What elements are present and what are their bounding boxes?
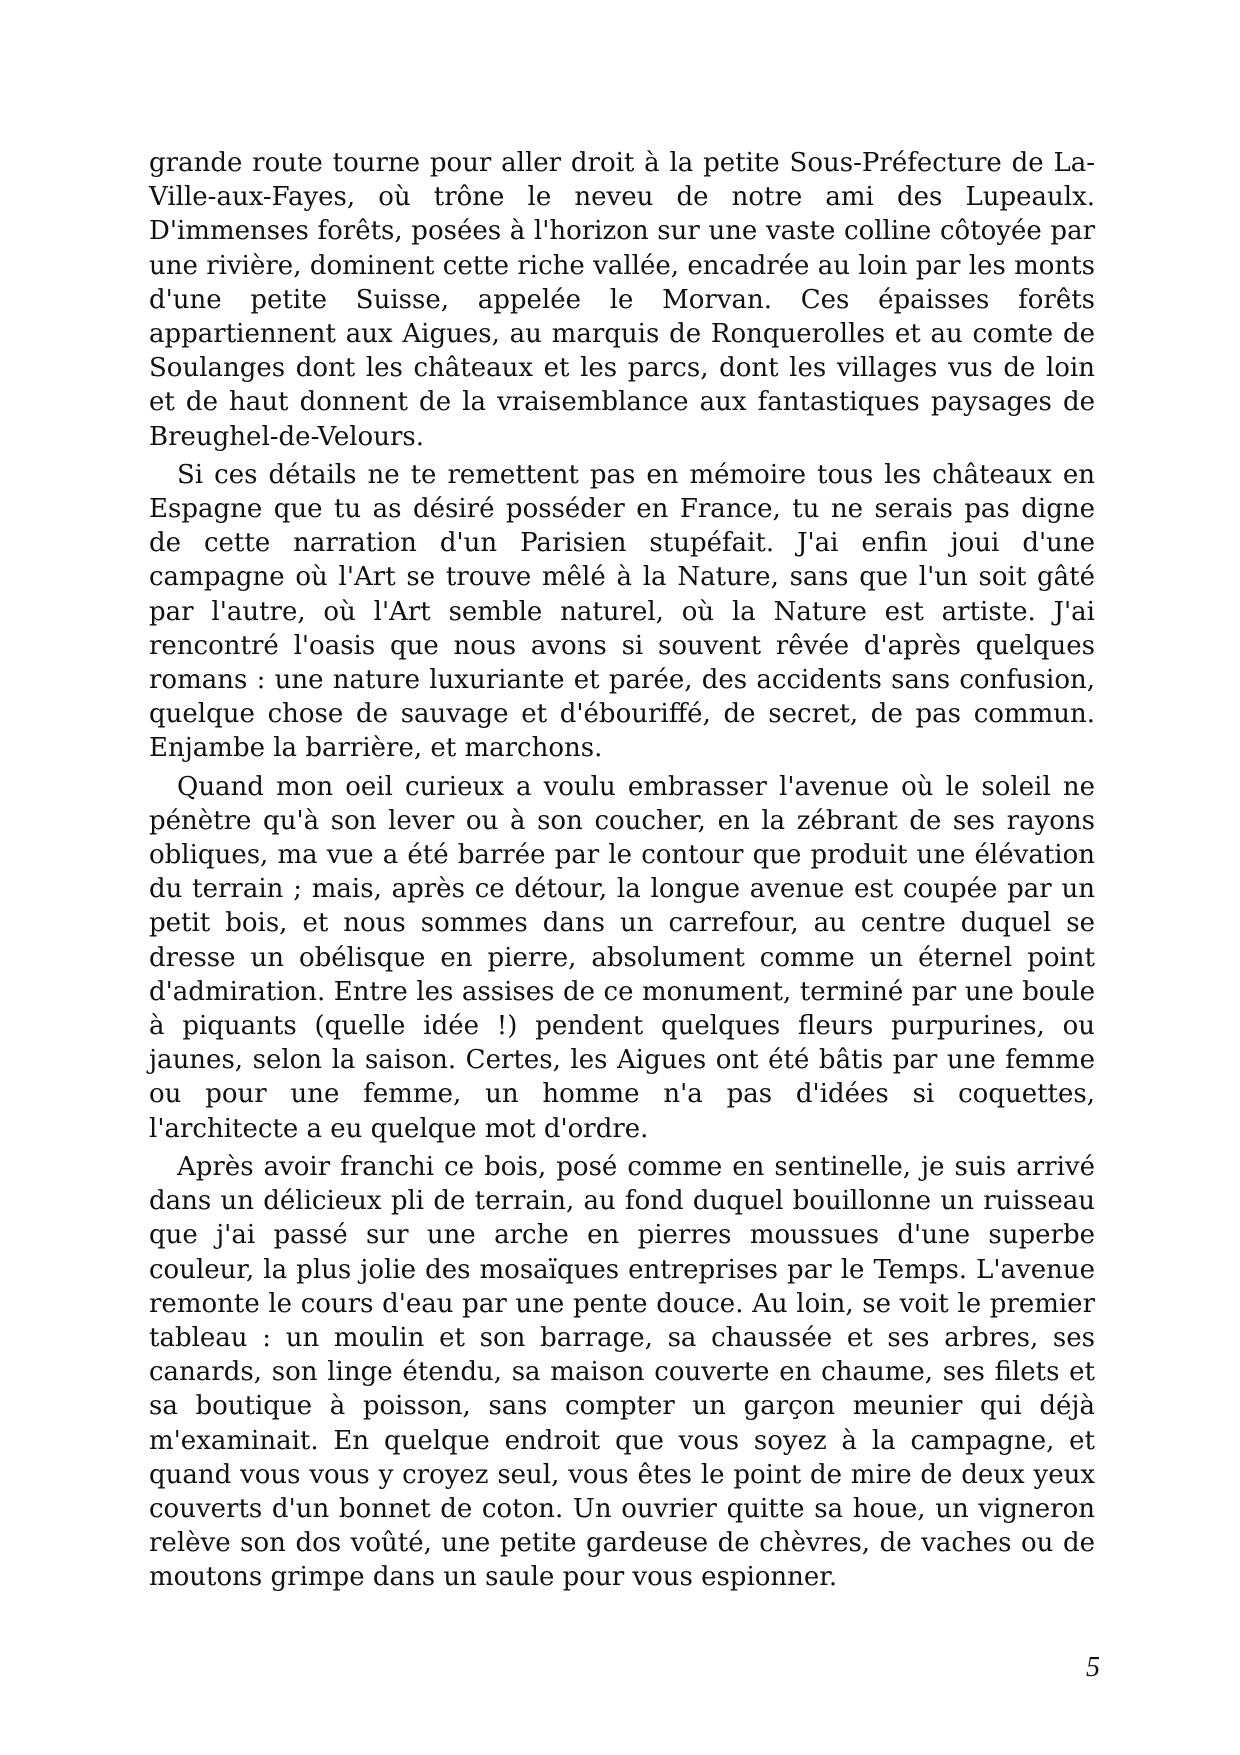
paragraph-4: Après avoir franchi ce bois, posé comme en sentinelle, je suis arrivé dans un délicieux pli de terrain, au fond duquel bouillonne un ruisseau que j'ai passé sur une arche en pierres moussues d'une superbe couleur, la plus jolie des mosaïques entreprises par le Temps. L'avenue remonte le cours d'eau par une pente douce. Au loin, se voit le premier tableau : un moulin et son barrage, sa chaussée et ses arbres, ses canards, son linge étendu, sa maison couverte en chaume, ses filets et sa boutique à poisson, sans compter un garçon meunier qui déjà m'examinait. En quelque endroit que vous soyez à la campagne, et quand vous vous y croyez seul, vous êtes le point de mire de deux yeux couverts d'un bonnet de coton. Un ouvrier quitte sa houe, un vigneron relève son dos voûté, une petite gardeuse de chèvres, de vaches ou de moutons grimpe dans un saule pour vous espionner. bbox=[149, 1151, 1095, 1593]
paragraph-3: Quand mon oeil curieux a voulu embrasser l'avenue où le soleil ne pénètre qu'à son lever ou à son coucher, en la zébrant de ses rayons obliques, ma vue a été barrée par le contour que produit une élévation du terrain ; mais, après ce détour, la longue avenue est coupée par un petit bois, et nous sommes dans un carrefour, au centre duquel se dresse un obélisque en pierre, absolument comme un éternel point d'admiration. Entre les assises de ce monument, terminé par une boule à piquants (quelle idée !) pendent quelques fleurs purpurines, ou jaunes, selon la saison. Certes, les Aigues ont été bâtis par une femme ou pour une femme, un homme n'a pas d'idées si coquettes, l'architecte a eu quelque mot d'ordre. bbox=[149, 771, 1095, 1144]
body-text bbox=[149, 146, 1095, 1595]
page-number: 5 bbox=[1086, 1652, 1100, 1683]
paragraph-1: grande route tourne pour aller droit à la petite Sous-Préfecture de La-Ville-aux-Fayes, où trône le neveu de notre ami des Lupeaulx. D'immenses forêts, posées à l'horizon sur une vaste colline côtoyée par une rivière, dominent cette riche vallée, encadrée au loin par les monts d'une petite Suisse, appelée le Morvan. Ces épaisses forêts appartiennent aux Aigues, au marquis de Ronquerolles et au comte de Soulanges dont les châteaux et les parcs, dont les villages vus de loin et de haut donnent de la vraisemblance aux fantastiques paysages de Breughel-de-Velours. bbox=[149, 148, 1095, 452]
paragraph-2: Si ces détails ne te remettent pas en mémoire tous les châteaux en Espagne que tu as désiré posséder en France, tu ne serais pas digne de cette narration d'un Parisien stupéfait. J'ai enfin joui d'une campagne où l'Art se trouve mêlé à la Nature, sans que l'un soit gâté par l'autre, où l'Art semble naturel, où la Nature est artiste. J'ai rencontré l'oasis que nous avons si souvent rêvée d'après quelques romans : une nature luxuriante et parée, des accidents sans confusion, quelque chose de sauvage et d'ébouriffé, de secret, de pas commun. Enjambe la barrière, et marchons. bbox=[149, 459, 1095, 764]
